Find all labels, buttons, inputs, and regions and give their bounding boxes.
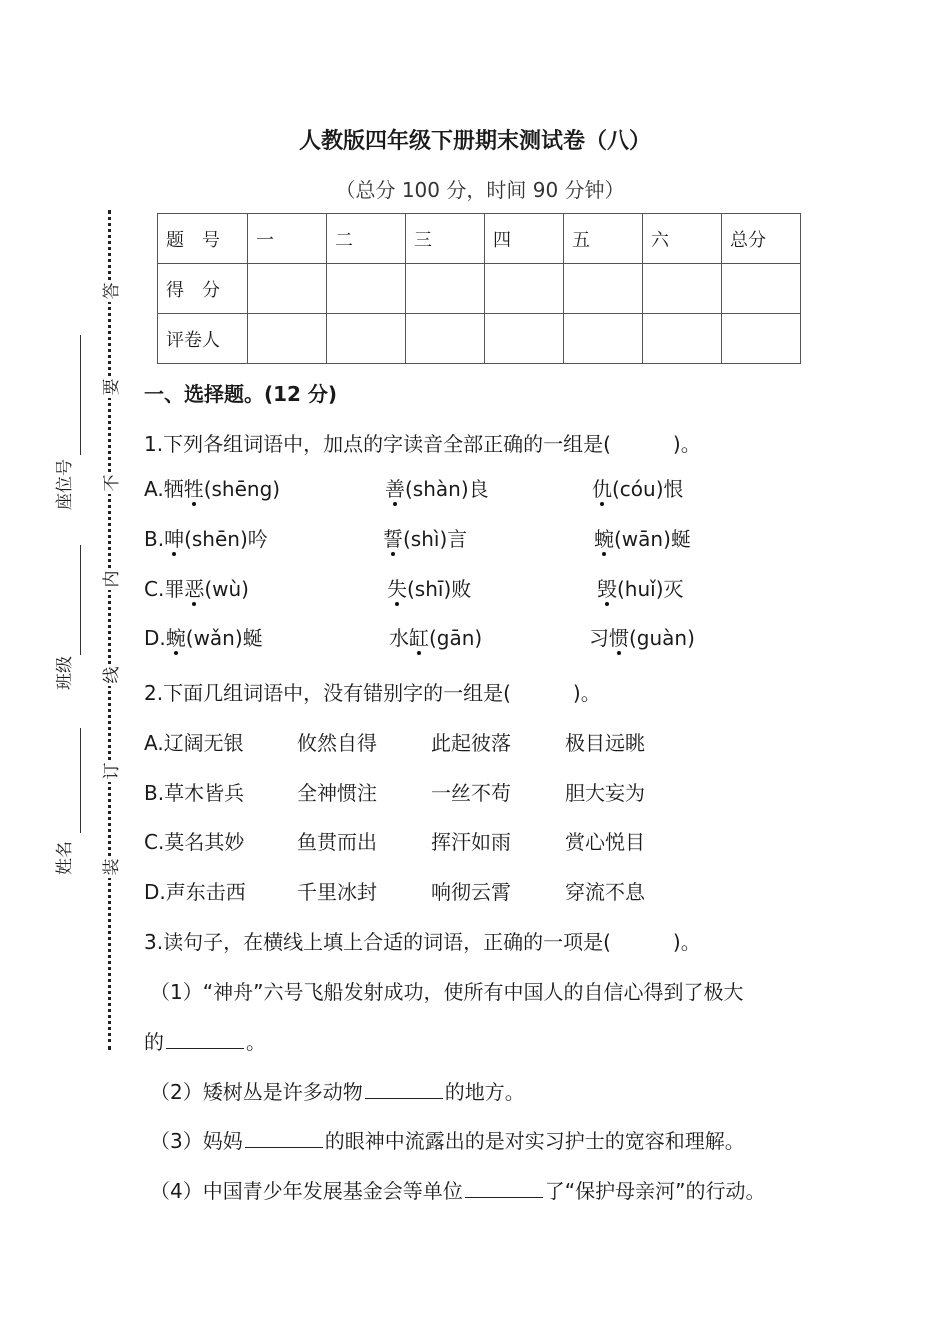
dotted-char: 牲	[183, 477, 204, 501]
option-text: (shàn)良	[405, 477, 489, 501]
dotted-char: 毁	[597, 577, 617, 601]
question-stem	[144, 428, 701, 457]
binding-char: 订	[101, 760, 123, 782]
option-word: 响彻云霄	[431, 880, 511, 904]
option-text: (guàn)	[629, 626, 695, 650]
dotted-char: 失	[387, 577, 407, 601]
question-text: )。	[672, 432, 701, 456]
option-row	[144, 876, 246, 905]
fill-blank[interactable]	[465, 1196, 543, 1198]
dotted-char: 缸	[409, 626, 429, 650]
name-line	[80, 728, 81, 833]
score-input-cell[interactable]	[722, 264, 801, 314]
sentence-text: （1）“神舟”六号飞船发射成功，使所有中国人的自信心得到了极大	[150, 980, 744, 1004]
sentence-row	[150, 1175, 765, 1204]
option-text: 草木皆兵	[164, 781, 245, 805]
table-row	[158, 264, 801, 314]
score-input-cell[interactable]	[327, 264, 406, 314]
fill-blank[interactable]	[245, 1146, 323, 1148]
option-text: (wǎn)蜒	[185, 626, 263, 650]
option-text: (cóu)恨	[612, 477, 684, 501]
option-text: 辽阔无银	[163, 731, 244, 755]
sentence-text: （4）中国青少年发展基金会等单位	[150, 1179, 463, 1203]
option-word: 极目远眺	[565, 731, 645, 755]
option-label: B.	[144, 527, 165, 551]
dotted-char: 仇	[592, 477, 612, 501]
sentence-text: （2）矮树丛是许多动物	[150, 1080, 363, 1104]
score-input-cell[interactable]	[564, 264, 643, 314]
option-text: 罪	[164, 577, 185, 601]
fill-blank[interactable]	[365, 1097, 443, 1099]
option-label: D.	[144, 880, 166, 904]
grader-input-cell[interactable]	[485, 314, 564, 364]
option-word: 穿流不息	[565, 880, 645, 904]
page-title: 人教版四年级下册期末测试卷（八）	[298, 129, 651, 154]
table-cell: 二	[327, 214, 406, 264]
dotted-char: 誓	[383, 527, 403, 551]
option-word: 一丝不苟	[431, 781, 511, 805]
binding-char: 要	[101, 376, 123, 398]
option-text: 牺	[163, 477, 184, 501]
option-text: (shì)言	[403, 527, 468, 551]
option-text: (huǐ)灭	[617, 577, 684, 601]
dotted-char: 蜿	[594, 527, 614, 551]
option-label: C.	[144, 577, 165, 601]
option-word	[597, 573, 684, 602]
binding-char: 线	[101, 664, 123, 686]
option-row	[144, 622, 263, 651]
option-word	[589, 622, 695, 651]
option-text: (shī)败	[407, 577, 472, 601]
name-label: 姓名	[55, 841, 75, 875]
class-label: 班级	[55, 656, 75, 690]
option-word: 全神惯注	[297, 781, 377, 805]
option-label: D.	[144, 626, 166, 650]
option-text: 习	[589, 626, 609, 650]
grader-input-cell[interactable]	[564, 314, 643, 364]
option-word	[592, 473, 684, 502]
option-label: A.	[144, 731, 164, 755]
sentence-text: 的眼神中流露出的是对实习护士的宽容和理解。	[324, 1129, 745, 1153]
option-text: (wān)蜒	[614, 527, 691, 551]
dotted-char: 呻	[164, 527, 185, 551]
option-word	[387, 573, 471, 602]
option-word: 此起彼落	[431, 731, 511, 755]
sentence-text: 。	[246, 1030, 266, 1054]
option-word: 胆大妄为	[565, 781, 645, 805]
option-word: 鱼贯而出	[297, 830, 377, 854]
table-cell: 评卷人	[158, 314, 248, 364]
sentence-text: （3）妈妈	[150, 1129, 243, 1153]
class-line	[80, 545, 81, 655]
option-row	[144, 727, 244, 756]
binding-char: 装	[101, 856, 123, 878]
question-text: 2.下面几组词语中，没有错别字的一组是(	[144, 681, 511, 705]
option-text: (shēng)	[203, 477, 281, 501]
sentence-text: 的地方。	[444, 1080, 525, 1104]
option-row	[144, 523, 268, 552]
option-label: B.	[144, 781, 165, 805]
section-heading: 一、选择题。(12 分)	[144, 382, 338, 406]
option-text: (wù)	[204, 577, 249, 601]
option-row	[144, 473, 280, 502]
score-table	[157, 213, 801, 364]
option-text: 莫名其妙	[164, 830, 245, 854]
option-word	[383, 523, 467, 552]
binding-char: 内	[101, 568, 123, 590]
question-text: )。	[672, 930, 701, 954]
score-input-cell[interactable]	[248, 264, 327, 314]
grader-input-cell[interactable]	[643, 314, 722, 364]
fill-blank[interactable]	[166, 1047, 244, 1049]
option-label: C.	[144, 830, 165, 854]
binding-char: 不	[101, 472, 123, 494]
page-subtitle: （总分 100 分，时间 90 分钟）	[335, 178, 625, 202]
table-cell: 三	[406, 214, 485, 264]
sentence-row	[150, 1076, 525, 1105]
option-word: 千里冰封	[297, 880, 377, 904]
question-stem	[144, 677, 601, 706]
question-text: 1.下列各组词语中，加点的字读音全部正确的一组是(	[144, 432, 611, 456]
grader-input-cell[interactable]	[722, 314, 801, 364]
grader-input-cell[interactable]	[406, 314, 485, 364]
dotted-char: 善	[385, 477, 405, 501]
sentence-row	[144, 1026, 266, 1055]
binding-dotted-line	[108, 210, 111, 1050]
table-cell: 六	[643, 214, 722, 264]
dotted-char: 蜿	[165, 626, 186, 650]
option-row	[144, 826, 244, 855]
sentence-row	[150, 1125, 745, 1154]
score-input-cell[interactable]	[406, 264, 485, 314]
dotted-char: 恶	[184, 577, 205, 601]
option-word	[389, 622, 482, 651]
question-text: )。	[572, 681, 601, 705]
option-text: 水	[389, 626, 409, 650]
table-row	[158, 214, 801, 264]
grader-input-cell[interactable]	[327, 314, 406, 364]
option-word	[385, 473, 489, 502]
table-cell: 总分	[722, 214, 801, 264]
score-input-cell[interactable]	[643, 264, 722, 314]
option-row	[144, 573, 249, 602]
option-word	[594, 523, 691, 552]
binding-char: 答	[101, 280, 123, 302]
sentence-text: 了“保护母亲河”的行动。	[544, 1179, 766, 1203]
table-cell: 五	[564, 214, 643, 264]
table-cell: 一	[248, 214, 327, 264]
seat-number-line	[80, 335, 81, 455]
option-word: 赏心悦目	[565, 830, 645, 854]
option-word: 挥汗如雨	[431, 830, 511, 854]
option-word: 攸然自得	[297, 731, 377, 755]
seat-number-label: 座位号	[55, 459, 75, 510]
sentence-text: 的	[144, 1030, 164, 1054]
table-cell: 得 分	[158, 264, 248, 314]
dotted-char: 惯	[609, 626, 629, 650]
option-label: A.	[144, 477, 164, 501]
option-row	[144, 777, 244, 806]
score-input-cell[interactable]	[485, 264, 564, 314]
question-text: 3.读句子，在横线上填上合适的词语，正确的一项是(	[144, 930, 611, 954]
question-stem	[144, 926, 701, 955]
table-row	[158, 314, 801, 364]
option-text: (shēn)吟	[184, 527, 268, 551]
grader-input-cell[interactable]	[248, 314, 327, 364]
option-text: 声东击西	[165, 880, 246, 904]
table-cell: 题 号	[158, 214, 248, 264]
option-text: (gān)	[429, 626, 483, 650]
table-cell: 四	[485, 214, 564, 264]
